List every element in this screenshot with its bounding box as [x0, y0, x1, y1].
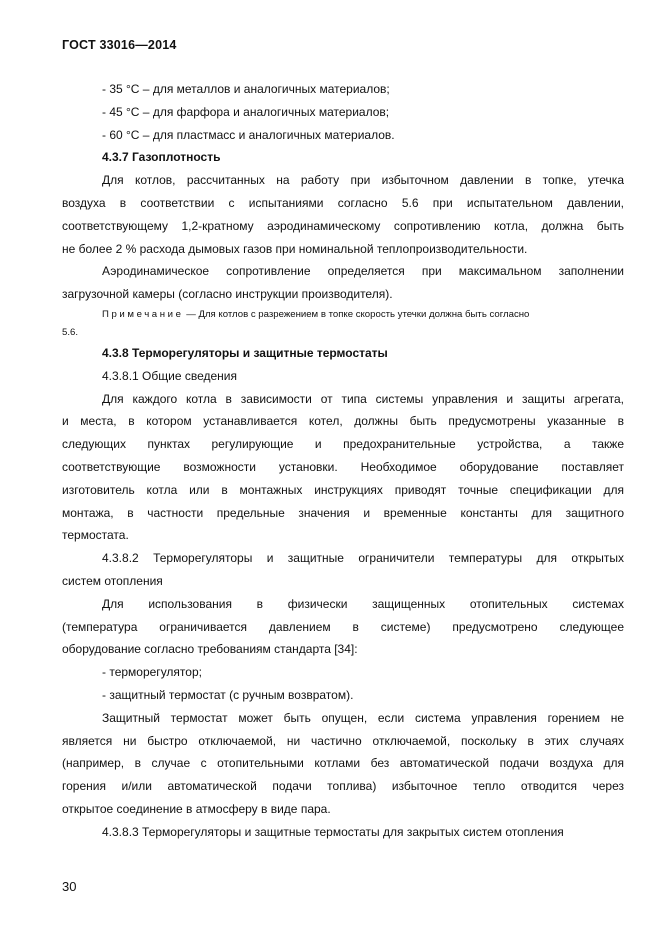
paragraph-line: не более 2 % расхода дымовых газов при номинальной теплопроизводительности. [62, 241, 528, 256]
paragraph-line: и места, в котором устанавливается котел, должны быть предусмотрены указанные в [62, 414, 624, 429]
paragraph-line: (например, в случае с отопительными котлами без автоматической подачи воздуха для [62, 756, 624, 771]
section-heading: 4.3.7 Газоплотность [102, 150, 221, 165]
paragraph-line: изготовитель котла или в монтажных инструкциях приводят точные спецификации для [62, 482, 624, 497]
note-text: — Для котлов с разрежением в топке скорость утечки должна быть согласно [183, 308, 530, 320]
subsection-heading: систем отопления [62, 573, 163, 588]
paragraph-line: термостата. [62, 528, 129, 543]
paragraph-line: соответствующему 1,2-кратному аэродинамическому сопротивлению котла, должна быть [62, 218, 624, 233]
list-item: - защитный термостат (с ручным возвратом). [102, 687, 354, 702]
list-item: - 35 °С – для металлов и аналогичных материалов; [102, 82, 390, 96]
subsection-heading: 4.3.8.2 Терморегуляторы и защитные ограничители температуры для открытых [102, 551, 624, 566]
paragraph-line: монтажа, в частности предельные значения и временные константы для защитного [62, 505, 624, 520]
paragraph-line: (температура ограничивается давлением в системе) предусмотрено следующее [62, 619, 624, 634]
note [62, 306, 624, 324]
paragraph-line: воздуха в соответствии с испытаниями согласно 5.6 при испытательном давлении, [62, 195, 624, 210]
document-body [62, 78, 624, 844]
note-label: Примечание [102, 308, 184, 320]
subsection-heading: 4.3.8.1 Общие сведения [102, 368, 237, 383]
standard-header: ГОСТ 33016—2014 [62, 38, 177, 52]
paragraph-line: Для использования в физически защищенных отопительных системах [102, 596, 624, 611]
paragraph-line: горения и/или автоматической подачи топлива) избыточное тепло отводится через [62, 779, 624, 794]
list-item: - 60 °С – для пластмасс и аналогичных материалов. [102, 127, 395, 142]
section-heading: 4.3.8 Терморегуляторы и защитные термостаты [102, 345, 388, 360]
list-item: - 45 °С – для фарфора и аналогичных материалов; [102, 104, 390, 119]
paragraph-line: Для каждого котла в зависимости от типа системы управления и защиты агрегата, [102, 391, 624, 406]
paragraph-line: Аэродинамическое сопротивление определяется при максимальном заполнении [102, 264, 624, 279]
paragraph-line: соответствующие возможности установки. Необходимое оборудование поставляет [62, 459, 624, 474]
list-item: - терморегулятор; [102, 665, 202, 680]
paragraph-line: Для котлов, рассчитанных на работу при избыточном давлении в топке, утечка [102, 173, 624, 188]
paragraph-line: загрузочной камеры (согласно инструкции производителя). [62, 287, 393, 302]
paragraph-line: оборудование согласно требованиям стандарта [34]: [62, 642, 358, 657]
page-number: 30 [62, 879, 77, 894]
paragraph-line: следующих пунктах регулирующие и предохранительные устройства, а также [62, 437, 624, 452]
paragraph-line: Защитный термостат может быть опущен, если система управления горением не [102, 710, 624, 725]
paragraph-line: открытое соединение в атмосферу в виде пара. [62, 801, 331, 816]
note-continuation: 5.6. [62, 326, 79, 338]
subsection-heading: 4.3.8.3 Терморегуляторы и защитные термостаты для закрытых систем отопления [102, 824, 564, 839]
paragraph-line: является ни быстро отключаемой, ни частично отключаемой, поскольку в этих случаях [62, 733, 624, 748]
